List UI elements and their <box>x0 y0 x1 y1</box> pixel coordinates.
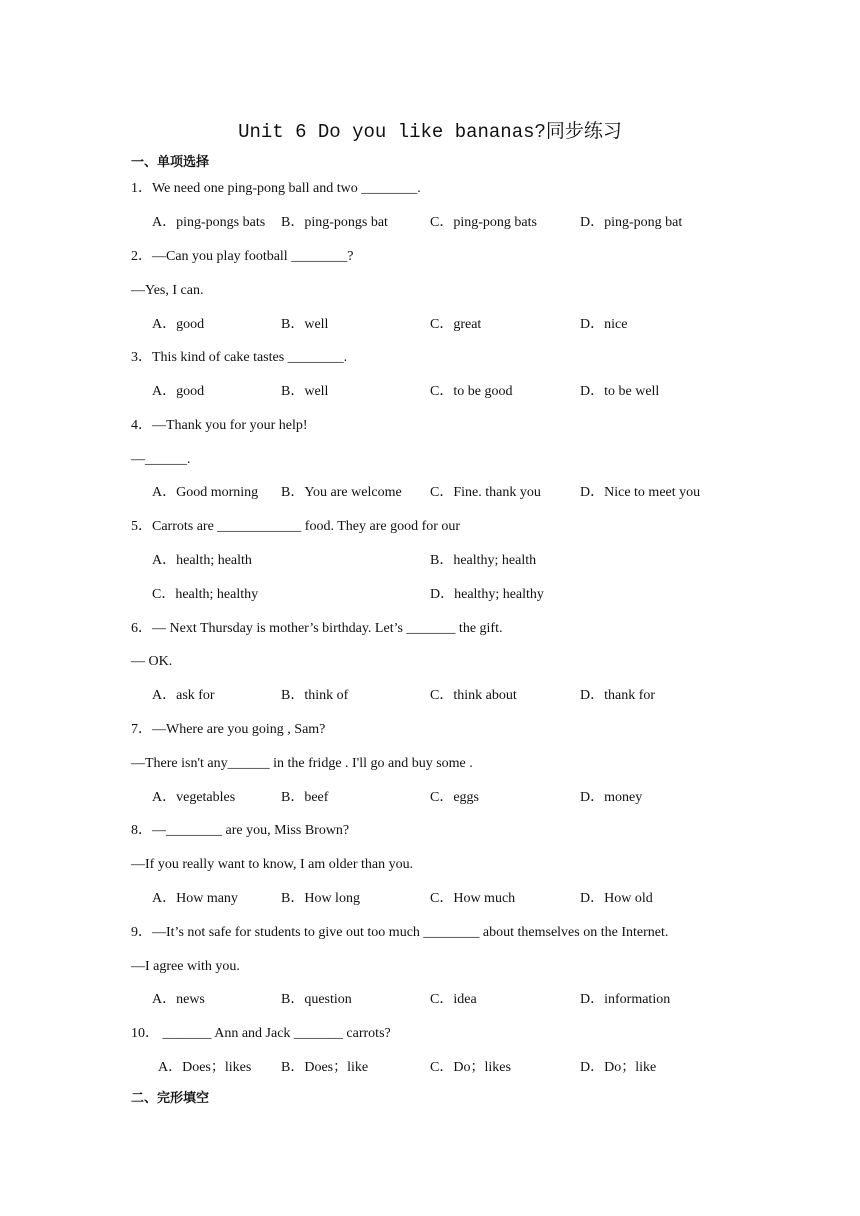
option-a: A．ping-pongs bats <box>152 215 266 230</box>
option-d: D．Do；like <box>580 1060 657 1075</box>
option-a: A．Good morning <box>152 485 259 500</box>
option-d: D．healthy; healthy <box>430 587 544 602</box>
option-b: B．ping-pongs bat <box>281 215 388 230</box>
option-d: D．nice <box>580 317 628 332</box>
question-stem: 2．—Can you play football ________? <box>131 249 354 264</box>
option-c: C．think about <box>430 688 517 703</box>
option-b: B．think of <box>281 688 349 703</box>
question-stem: 1．We need one ping-pong ball and two ________. <box>131 181 421 196</box>
option-b: B．question <box>281 992 352 1007</box>
question-stem: 6．— Next Thursday is mother’s birthday. Let’s _______ the gift. <box>131 621 503 636</box>
option-c: C．idea <box>430 992 477 1007</box>
option-b: B．well <box>281 384 329 399</box>
option-a: A．How many <box>152 891 238 906</box>
question-stem: 5．Carrots are ____________ food. They are good for our <box>131 519 461 534</box>
option-c: C．eggs <box>430 790 479 805</box>
option-a: A．health; health <box>152 553 252 568</box>
option-c: C．to be good <box>430 384 513 399</box>
question-reply: —If you really want to know, I am older than you. <box>131 857 414 872</box>
option-b: B．Does；like <box>281 1060 369 1075</box>
option-c: C．ping-pong bats <box>430 215 537 230</box>
section-heading-single-choice: 一、单项选择 <box>131 155 210 170</box>
option-b: B．healthy; health <box>430 553 537 568</box>
option-a: A．good <box>152 384 205 399</box>
option-c: C．Fine. thank you <box>430 485 541 500</box>
option-d: D．money <box>580 790 643 805</box>
question-stem: 10． _______ Ann and Jack _______ carrots? <box>131 1026 391 1041</box>
option-a: A．vegetables <box>152 790 236 805</box>
option-c: C．health; healthy <box>152 587 259 602</box>
question-reply: — OK. <box>131 654 173 669</box>
option-d: D．Nice to meet you <box>580 485 701 500</box>
question-stem: 8．—________ are you, Miss Brown? <box>131 823 350 838</box>
question-stem: 9．—It’s not safe for students to give out too much ________ about themselves on the Internet. <box>131 925 669 940</box>
option-c: C．Do；likes <box>430 1060 511 1075</box>
page-title: Unit 6 Do you like bananas?同步练习 <box>238 121 622 143</box>
question-reply: —Yes, I can. <box>131 283 204 298</box>
option-a: A．Does；likes <box>158 1060 252 1075</box>
option-c: C．How much <box>430 891 516 906</box>
option-b: B．beef <box>281 790 329 805</box>
option-d: D．ping-pong bat <box>580 215 683 230</box>
option-a: A．news <box>152 992 205 1007</box>
option-d: D．thank for <box>580 688 656 703</box>
question-stem: 3．This kind of cake tastes ________. <box>131 350 348 365</box>
question-stem: 7．—Where are you going , Sam? <box>131 722 326 737</box>
option-d: D．How old <box>580 891 653 906</box>
question-stem: 4．—Thank you for your help! <box>131 418 308 433</box>
option-b: B．How long <box>281 891 360 906</box>
option-a: A．ask for <box>152 688 215 703</box>
option-b: B．You are welcome <box>281 485 402 500</box>
question-reply: —______. <box>131 452 191 467</box>
option-d: D．to be well <box>580 384 660 399</box>
question-reply: —There isn't any______ in the fridge . I'll go and buy some . <box>131 756 473 771</box>
option-d: D．information <box>580 992 671 1007</box>
option-a: A．good <box>152 317 205 332</box>
section-heading-cloze: 二、完形填空 <box>131 1091 210 1106</box>
question-reply: —I agree with you. <box>131 959 240 974</box>
option-c: C．great <box>430 317 482 332</box>
option-b: B．well <box>281 317 329 332</box>
